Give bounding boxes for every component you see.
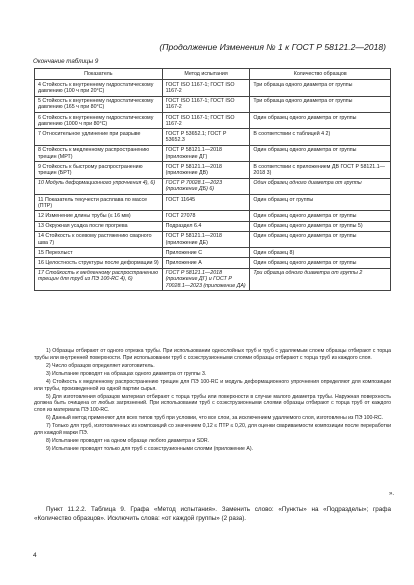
table-cell: В соответствии с таблицей 4 2) xyxy=(250,129,391,145)
table-cell: 8 Стойкость к медленному распространению трещин (МРТ) xyxy=(35,145,163,161)
table-cell: ГОСТ Р 58121.1—2018 (приложение ДГ) и ГОСТ Р 70028.1—2023 (приложение ДА) xyxy=(162,268,250,291)
footnote: 1) Образцы отбирают от одного отрезка трубы. При использовании однослойных труб и труб с удаляемым слоем образцы отбирают с торца трубы или внутренней поверхности. При использовании труб с соэкструзионными слоями образцы отбирают с торца труб из каждого слоя. xyxy=(34,348,391,361)
table-cell: Один образец одного диаметра от группы xyxy=(250,145,391,161)
table-cell: ГОСТ ISO 1167-1; ГОСТ ISO 1167-2 xyxy=(162,96,250,112)
table-cell: 15 Перехлыст xyxy=(35,248,163,258)
table-cell: ГОСТ ISO 1167-1; ГОСТ ISO 1167-2 xyxy=(162,113,250,129)
table-cell: ГОСТ Р 53652.1; ГОСТ Р 53652.3 xyxy=(162,129,250,145)
footnotes xyxy=(34,348,391,454)
side-mark: ». xyxy=(388,491,394,497)
table-cell: 11 Показатель текучести расплава по массе (ПТР) xyxy=(35,195,163,211)
table-cell: 17 Стойкость к медленному распространению трещин для труб из ПЭ 100-RC 4), 6) xyxy=(35,268,163,291)
table-cell: ГОСТ ISO 1167-1; ГОСТ ISO 1167-2 xyxy=(162,80,250,96)
table-cell: 10 Модуль деформационного упрочнения 4), 6) xyxy=(35,178,163,194)
table-cell: Один образец одного диаметра от группы xyxy=(250,113,391,129)
column-header: Метод испытания xyxy=(162,69,250,80)
footnote: 6) Данный метод применяют для всех типов труб при условии, что все слои, за исключением удаляемого слоя, изготовлены из ПЭ 100-RC. xyxy=(46,415,384,422)
column-header: Количество образцов xyxy=(250,69,391,80)
table-cell: Подраздел 6.4 xyxy=(162,221,250,231)
table-row xyxy=(35,195,391,211)
table-cell: Один образец 8) xyxy=(250,248,391,258)
table-cell: 16 Целостность структуры после деформации 9) xyxy=(35,258,163,268)
test-methods-table xyxy=(34,68,391,291)
table-cell: Один образец одного диаметра от группы xyxy=(250,231,391,247)
table-cell: Приложение С xyxy=(162,248,250,258)
table-row xyxy=(35,231,391,247)
table-cell: ГОСТ Р 58121.1—2018 (приложение ДГ) xyxy=(162,145,250,161)
amendment-paragraph: Пункт 11.2.2. Таблица 9. Графа «Метод испытания». Заменить слово: «Пункты» на «Подразделы»; графа «Количество образцов». Исключить слова: «от каждой группы» (2 раза). xyxy=(34,506,391,522)
table-cell: Один образец одного диаметра от группы xyxy=(250,178,391,194)
amendment-text xyxy=(34,506,391,523)
table-cell: Три образца одного диаметра от группы xyxy=(250,96,391,112)
footnote: 4) Стойкость к медленному распространению трещин для ПЭ 100-RC и модуль деформационного упрочнения определяют для композиции или трубы, произведенной из одной партии сырья. xyxy=(34,378,391,392)
table-cell: ГОСТ Р 70028.1—2023 (приложение ДБ) 6) xyxy=(162,178,250,194)
table-row xyxy=(35,96,391,112)
table-cell: В соответствии с приложением ДВ ГОСТ Р 58121.1—2018 3) xyxy=(250,162,391,178)
table-cell: ГОСТ Р 58121.1—2018 (приложение ДВ) xyxy=(162,162,250,178)
table-cell: Три образца одного диаметра от группы 2 xyxy=(250,268,391,291)
table-cell: Один образец от группы xyxy=(250,195,391,211)
table-row xyxy=(35,178,391,194)
table-cell: 5 Стойкость к внутреннему гидростатическому давлению (165 ч при 80°С) xyxy=(35,96,163,112)
table-cell: Один образец одного диаметра от группы 5) xyxy=(250,221,391,231)
table-cell: 7 Относительное удлинение при разрыве xyxy=(35,129,163,145)
footnote: 2) Число образцов определяет изготовитель. xyxy=(46,362,155,369)
table-row xyxy=(35,129,391,145)
table-header-row xyxy=(35,69,391,80)
table-row xyxy=(35,221,391,231)
footnote: 3) Испытание проводят на образцах одного диаметра от группы 3. xyxy=(46,370,207,377)
document-header: (Продолжение Изменения № 1 к ГОСТ Р 58121.2—2018) xyxy=(159,42,386,52)
table-row xyxy=(35,258,391,268)
column-header: Показатель xyxy=(35,69,163,80)
table-cell: 12 Изменение длины трубы (≤ 16 мм) xyxy=(35,211,163,221)
page-number: 4 xyxy=(33,552,37,559)
footnote: 8) Испытание проводят на одном образце любого диаметра и SDR. xyxy=(46,438,210,445)
table-cell: 13 Окружная усадка после прогрева xyxy=(35,221,163,231)
table-row xyxy=(35,162,391,178)
table-row xyxy=(35,268,391,291)
table-cell: 14 Стойкость к осевому растяжению сварного шва 7) xyxy=(35,231,163,247)
table-cell: Приложение А xyxy=(162,258,250,268)
table-cell: Один образец одного диаметра от группы xyxy=(250,258,391,268)
table-cell: 4 Стойкость к внутреннему гидростатическому давлению (100 ч при 20°С) xyxy=(35,80,163,96)
footnote: 5) Для изготовления образцов материал отбирают с торца трубы или поверхности в случае малого диаметра трубы. Наружная поверхность должна быть очищена от любых загрязнений. При использовании труб с соэкструзионными слоями образцы отбирают с торца труб от каждого слоя из материала ПЭ 100-RC. xyxy=(34,393,391,414)
table-cell: 9 Стойкость к быстрому распространению трещин (БРТ) xyxy=(35,162,163,178)
table-cell: ГОСТ 11645 xyxy=(162,195,250,211)
table-cell: ГОСТ Р 58121.1—2018 (приложение ДЕ) xyxy=(162,231,250,247)
table-cell: 6 Стойкость к внутреннему гидростатическому давлению (1000 ч при 80°С) xyxy=(35,113,163,129)
table-row xyxy=(35,113,391,129)
table-row xyxy=(35,145,391,161)
table-row xyxy=(35,248,391,258)
table-cell: Три образца одного диаметра от группы xyxy=(250,80,391,96)
table-row xyxy=(35,211,391,221)
footnote: 7) Только для труб, изготовленных из композиций со значением 0,12 ≤ ПТР ≤ 0,20, для оценки свариваемости композиции после переработки для каждой марки ПЭ. xyxy=(34,423,391,437)
table-row xyxy=(35,80,391,96)
footnote: 9) Испытание проводят только для труб с соэкструзионными слоями (приложение А). xyxy=(46,446,253,453)
table-cell: Один образец одного диаметра от группы xyxy=(250,211,391,221)
table-cell: ГОСТ 27078 xyxy=(162,211,250,221)
table-caption: Окончание таблицы 9 xyxy=(33,58,99,65)
